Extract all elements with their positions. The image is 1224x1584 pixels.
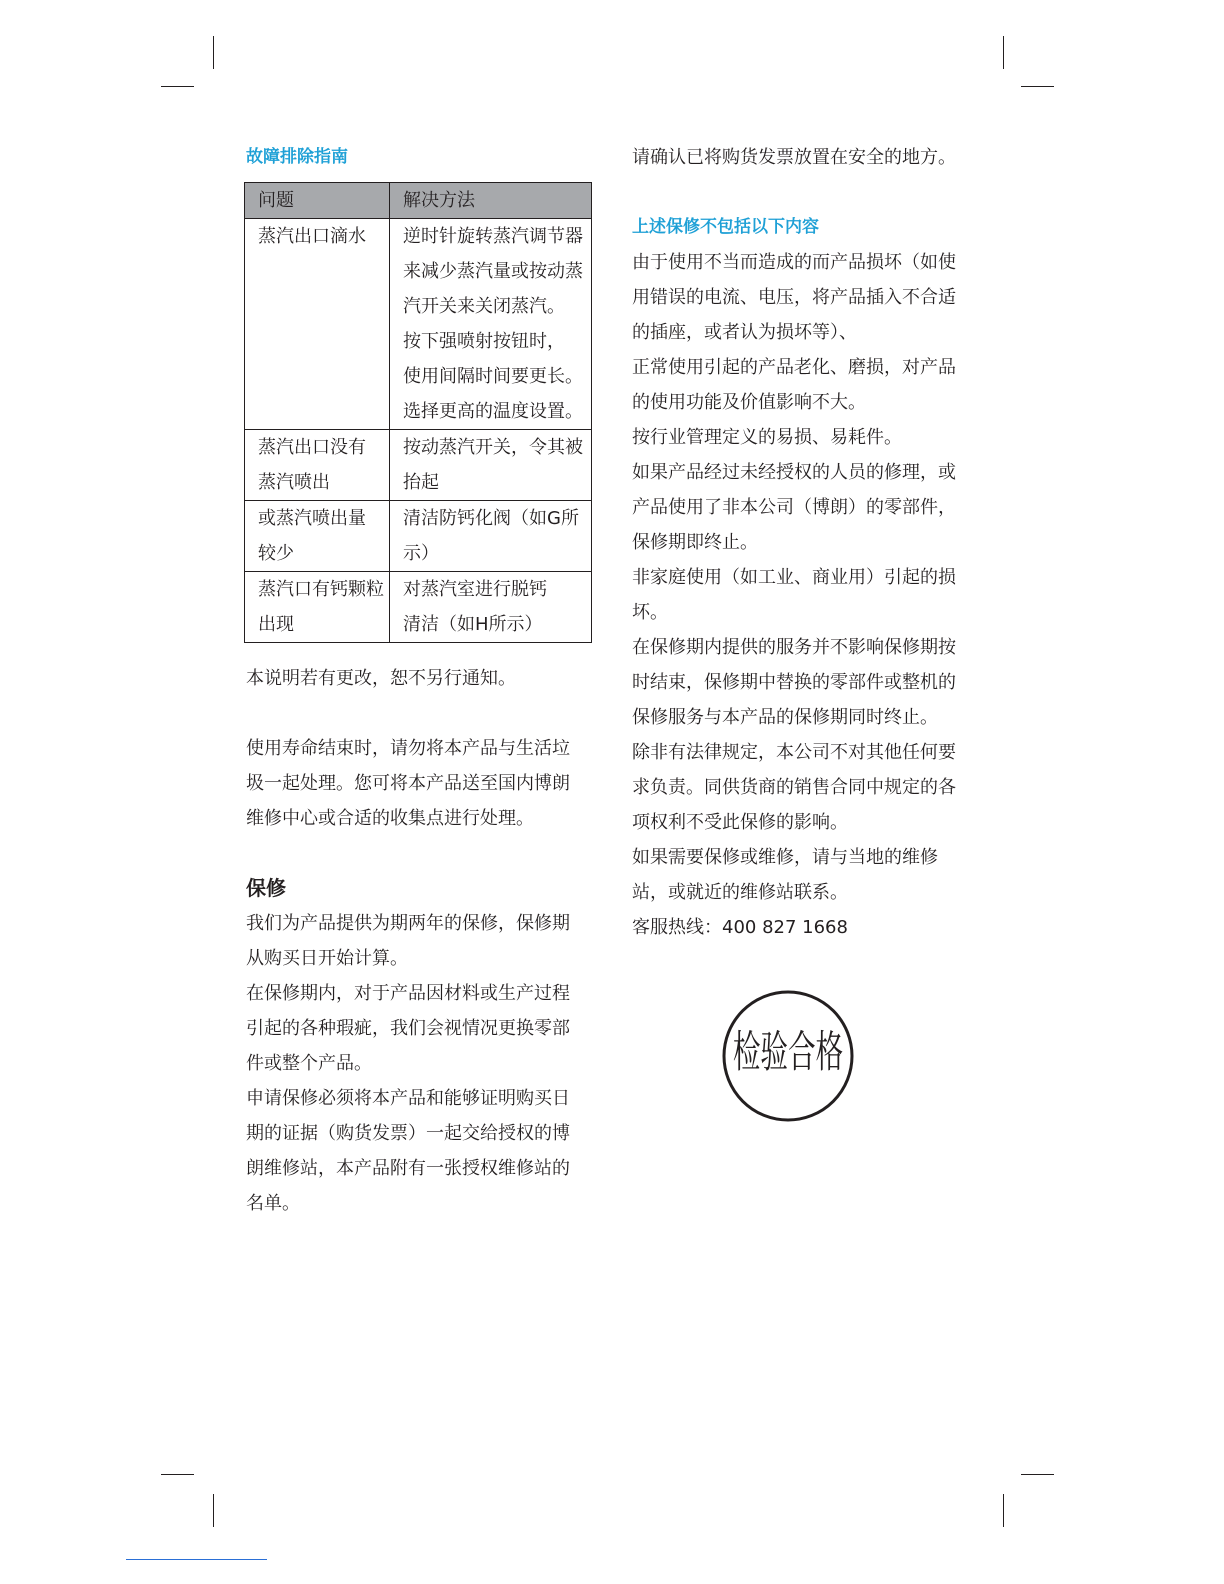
- exclusions-title: 上述保修不包括以下内容: [632, 217, 819, 237]
- header-problem: 问题: [245, 183, 390, 219]
- table-row: [245, 572, 592, 643]
- solution-cell: [390, 572, 592, 643]
- cell-line: 汽开关来关闭蒸汽。: [403, 296, 565, 317]
- warranty-line: 申请保修必须将本产品和能够证明购买日: [246, 1088, 570, 1109]
- exclusion-line: 正常使用引起的产品老化、磨损，对产品: [632, 357, 956, 378]
- cell-line: 清洁防钙化阀（如G所: [403, 508, 579, 529]
- crop-mark: [1021, 1474, 1054, 1475]
- header-solution: 解决方法: [390, 183, 592, 219]
- exclusion-line: 按行业管理定义的易损、易耗件。: [632, 427, 902, 448]
- table-row: [245, 219, 592, 430]
- solution-cell: [390, 219, 592, 430]
- cell-line: 来减少蒸汽量或按动蒸: [403, 261, 583, 282]
- solution-cell: [390, 430, 592, 501]
- crop-mark: [1003, 36, 1004, 69]
- cell-line: 清洁（如H所示）: [403, 614, 543, 635]
- exclusion-line: 保修期即终止。: [632, 532, 758, 553]
- troubleshooting-table: [244, 182, 592, 643]
- table-header-row: [245, 183, 592, 219]
- cell-line: 蒸汽口有钙颗粒: [258, 579, 384, 600]
- cell-line: 示）: [403, 543, 439, 564]
- warranty-line: 件或整个产品。: [246, 1053, 372, 1074]
- problem-cell: [245, 219, 390, 430]
- crop-mark: [161, 1474, 194, 1475]
- cell-line: 使用间隔时间要更长。: [403, 366, 583, 387]
- warranty-line: 名单。: [246, 1193, 300, 1214]
- problem-cell: [245, 430, 390, 501]
- exclusion-line: 时结束，保修期中替换的零部件或整机的: [632, 672, 956, 693]
- solution-cell: [390, 501, 592, 572]
- inspection-stamp: [722, 990, 854, 1122]
- table-row: [245, 430, 592, 501]
- crop-mark: [1021, 86, 1054, 87]
- problem-cell: [245, 501, 390, 572]
- warranty-line: 期的证据（购货发票）一起交给授权的博: [246, 1123, 570, 1144]
- exclusion-line: 产品使用了非本公司（博朗）的零部件，: [632, 497, 956, 518]
- cell-line: 较少: [258, 543, 294, 564]
- warranty-line: 我们为产品提供为期两年的保修，保修期: [246, 913, 570, 934]
- troubleshooting-title: 故障排除指南: [246, 147, 348, 167]
- crop-mark: [1003, 1494, 1004, 1527]
- warranty-line: 朗维修站，本产品附有一张授权维修站的: [246, 1158, 570, 1179]
- exclusion-line: 的使用功能及价值影响不大。: [632, 392, 866, 413]
- exclusion-line: 站，或就近的维修站联系。: [632, 882, 848, 903]
- footer-rule: [126, 1559, 267, 1560]
- left-column: [246, 140, 596, 1221]
- change-notice: 本说明若有更改，恕不另行通知。: [246, 668, 516, 689]
- cell-line: 蒸汽喷出: [258, 472, 330, 493]
- exclusion-line: 非家庭使用（如工业、商业用）引起的损: [632, 567, 956, 588]
- exclusion-line: 坏。: [632, 602, 668, 623]
- exclusion-line: 由于使用不当而造成的而产品损坏（如使: [632, 252, 956, 273]
- exclusion-line: 在保修期内提供的服务并不影响保修期按: [632, 637, 956, 658]
- warranty-line: 从购买日开始计算。: [246, 948, 408, 969]
- right-column: [632, 140, 982, 945]
- stamp-text: 检验合格: [732, 1026, 844, 1078]
- cell-line: 选择更高的温度设置。: [403, 401, 583, 422]
- exclusion-line: 如果需要保修或维修，请与当地的维修: [632, 847, 938, 868]
- table-row: [245, 501, 592, 572]
- cell-line: 抬起: [403, 472, 439, 493]
- cell-line: 按下强喷射按钮时，: [403, 331, 565, 352]
- exclusion-line: 如果产品经过未经授权的人员的修理，或: [632, 462, 956, 483]
- exclusion-line: 保修服务与本产品的保修期同时终止。: [632, 707, 938, 728]
- crop-mark: [213, 1494, 214, 1527]
- exclusion-line: 的插座，或者认为损坏等）、: [632, 322, 857, 343]
- cell-line: 逆时针旋转蒸汽调节器: [403, 226, 583, 247]
- warranty-line: 在保修期内，对于产品因材料或生产过程: [246, 983, 570, 1004]
- warranty-title: 保修: [246, 876, 286, 900]
- exclusion-line: 项权利不受此保修的影响。: [632, 812, 848, 833]
- cell-line: 蒸汽出口没有: [258, 437, 366, 458]
- exclusion-line: 用错误的电流、电压，将产品插入不合适: [632, 287, 956, 308]
- disposal-line: 维修中心或合适的收集点进行处理。: [246, 808, 534, 829]
- cell-line: 对蒸汽室进行脱钙: [403, 579, 547, 600]
- hotline: 客服热线：400 827 1668: [632, 917, 848, 938]
- crop-mark: [213, 36, 214, 69]
- cell-line: 按动蒸汽开关，令其被: [403, 437, 583, 458]
- crop-mark: [161, 86, 194, 87]
- cell-line: 出现: [258, 614, 294, 635]
- cell-line: 或蒸汽喷出量: [258, 508, 366, 529]
- problem-cell: [245, 572, 390, 643]
- cell-line: 蒸汽出口滴水: [258, 226, 366, 247]
- warranty-line: 引起的各种瑕疵，我们会视情况更换零部: [246, 1018, 570, 1039]
- exclusion-line: 除非有法律规定，本公司不对其他任何要: [632, 742, 956, 763]
- disposal-line: 使用寿命结束时，请勿将本产品与生活垃: [246, 738, 570, 759]
- exclusion-line: 求负责。同供货商的销售合同中规定的各: [632, 777, 956, 798]
- invoice-note: 请确认已将购货发票放置在安全的地方。: [632, 147, 956, 168]
- disposal-line: 圾一起处理。您可将本产品送至国内博朗: [246, 773, 570, 794]
